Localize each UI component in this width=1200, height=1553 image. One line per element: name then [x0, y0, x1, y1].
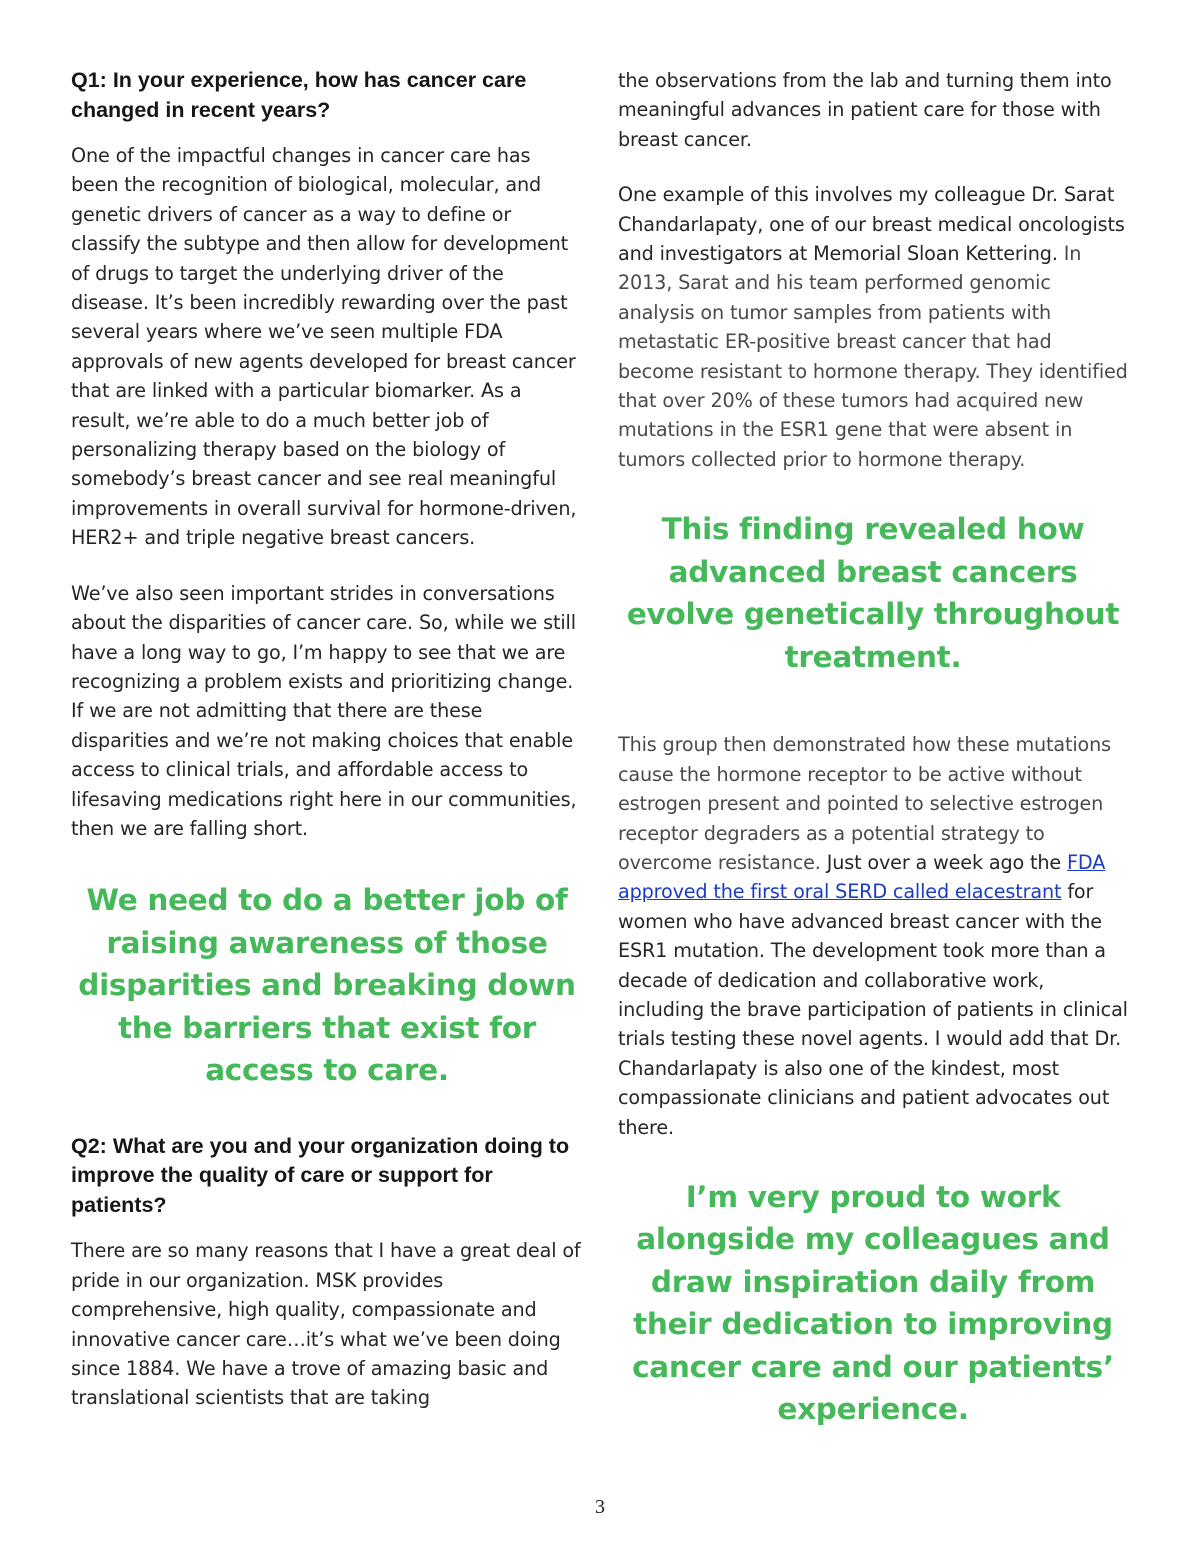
example-text-dark: One example of this involves my colleague Dr. Sarat Chandarlapaty, one of our breast medical oncologists and investigators at Memorial Sloan Kettering.: [618, 183, 1125, 266]
pull-quote-proud: I’m very proud to work alongside my colleagues and draw inspiration daily from their dedication to improving cancer care and our patients’ experience.: [632, 1179, 1114, 1427]
fda-approval-link[interactable]: FDA approved the first oral SERD called elacestrant: [618, 850, 1106, 904]
pull-quote-disparities: We need to do a better job of raising awareness of those disparities and breaking down the barriers that exist for access to care.: [78, 883, 576, 1088]
continued-paragraph: the observations from the lab and turning them into meaningful advances in patient care for those with breast cancer.: [618, 69, 1112, 151]
pull-quote-finding: This finding revealed how advanced breast cancers evolve genetically throughout treatment.: [626, 512, 1120, 674]
q1-paragraph-2: We’ve also seen important strides in conversations about the disparities of cancer care. So, while we still have a long way to go, I’m happy to see that we are recognizing a problem exists and prioritizing change. If we are not admitting that there are these disparities and we’re not making choices that enable access to clinical trials, and affordable access to lifesaving medications right here in our communities, then we are falling short.: [71, 581, 577, 840]
right-column: [618, 66, 1128, 1431]
group-text-grey: This group then demonstrated how these mutations cause the hormone receptor to be active without estrogen present and pointed to selective estrogen receptor degraders as a potential strategy to overcome resistance.: [618, 733, 1111, 874]
example-paragraph: [618, 180, 1128, 474]
q2-heading: Q2: What are you and your organization doing to improve the quality of care or support for patients?: [71, 1133, 570, 1217]
left-column: [71, 66, 583, 1413]
group-text-before-link: Just over a week ago the: [826, 850, 1062, 874]
example-text-grey: In 2013, Sarat and his team performed genomic analysis on tumor samples from patients with metastatic ER-positive breast cancer that had become resistant to hormone therapy. They identified that over 20% of these tumors had acquired new mutations in the ESR1 gene that were absent in tumors collected prior to hormone therapy.: [618, 242, 1128, 471]
q2-paragraph-1: There are so many reasons that I have a great deal of pride in our organization. MSK provides comprehensive, high quality, compassionate and innovative cancer care…it’s what we’ve been doing since 1884. We have a trove of amazing basic and translational scientists that are taking: [71, 1239, 581, 1410]
group-paragraph: [618, 730, 1128, 1142]
group-text-after-link: for women who have advanced breast cancer with the ESR1 mutation. The development took more than a decade of dedication and collaborative work, including the brave participation of patients in clinical trials testing these novel agents. I would add that Dr. Chandarlapaty is also one of the kindest, most compassionate clinicians and patient advocates out there.: [618, 880, 1128, 1139]
q1-heading: Q1: In your experience, how has cancer care changed in recent years?: [71, 68, 527, 122]
page-number: 3: [595, 1496, 605, 1518]
q1-paragraph-1: One of the impactful changes in cancer care has been the recognition of biological, molecular, and genetic drivers of cancer as a way to define or classify the subtype and then allow for development of drugs to target the underlying driver of the disease. It’s been incredibly rewarding over the past several years where we’ve seen multiple FDA approvals of new agents developed for breast cancer that are linked with a particular biomarker. As a result, we’re able to do a much better job of personalizing therapy based on the biology of somebody’s breast cancer and see real meaningful improvements in overall survival for hormone-driven, HER2+ and triple negative breast cancers.: [71, 144, 577, 550]
